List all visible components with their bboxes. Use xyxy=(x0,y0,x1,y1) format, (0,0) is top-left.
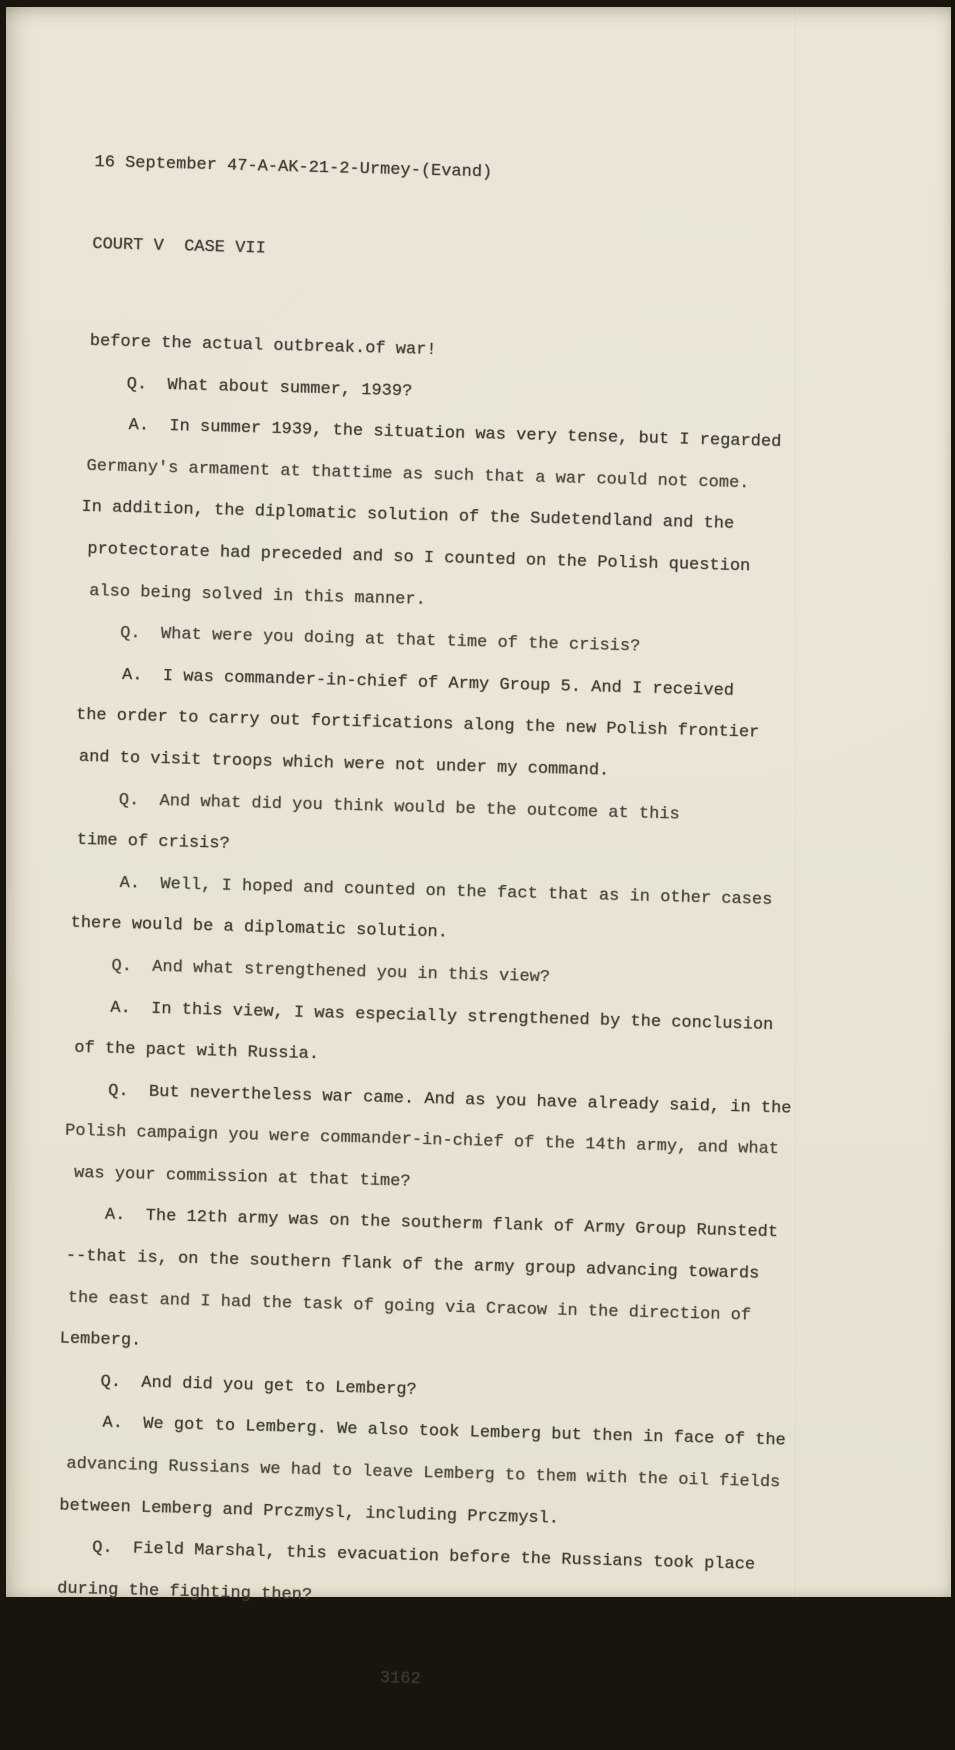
court-case-header: COURT V CASE VII xyxy=(92,234,266,259)
transcript-line: was your commission at that time? xyxy=(73,1163,411,1192)
transcript-line: the east and I had the task of going via Cracow in the direction of xyxy=(67,1288,752,1326)
transcript-body xyxy=(57,321,880,1631)
transcript-line: before the actual outbreak.of war! xyxy=(89,331,437,360)
transcript-line: Q. What about summer, 1939? xyxy=(126,374,413,401)
transcript-line: of the pact with Russia. xyxy=(73,1038,320,1065)
transcript-line: A. The 12th army was on the southerm flank of Army Group Runstedt xyxy=(104,1206,779,1243)
transcript-line: during the fighting then? xyxy=(56,1579,313,1605)
transcript-line: between Lemberg and Prczmysl, including Prczmysl. xyxy=(59,1496,560,1529)
transcript-line: and to visit troops which were not under my command. xyxy=(78,747,610,781)
transcript-line: Q. And did you get to Lemberg? xyxy=(100,1372,417,1400)
transcript-line: --that is, on the southern flank of the army group advancing towards xyxy=(65,1246,760,1284)
transcript-line: In addition, the diplomatic solution of the Sudetendland and the xyxy=(81,498,735,535)
transcript-line: time of crisis? xyxy=(76,830,230,854)
transcript-line: the order to carry out fortifications along the new Polish frontier xyxy=(75,706,760,743)
transcript-line: Q. But nevertheless war came. And as you have already said, in the xyxy=(107,1081,792,1119)
document-page xyxy=(6,7,951,1690)
transcript-line: there would be a diplomatic solution. xyxy=(70,913,449,943)
transcript-line: A. We got to Lemberg. We also took Lemberg but then in face of the xyxy=(102,1414,786,1451)
transcript-line: also being solved in this manner. xyxy=(88,581,427,610)
transcript-line: Germany's armament at thattime as such that a war could not come. xyxy=(86,456,750,494)
transcript-line: Polish campaign you were commander-in-chief of the 14th army, and what xyxy=(64,1121,780,1160)
typewritten-content xyxy=(53,103,885,1750)
transcript-line: Q. And what strengthened you in this view? xyxy=(111,956,551,988)
transcript-line: protectorate had preceded and so I counted on the Polish question xyxy=(87,539,751,577)
transcript-line: Q. What were you doing at that time of the crisis? xyxy=(119,623,641,657)
transcript-line: A. In summer 1939, the situation was very tense, but I regarded xyxy=(128,416,782,453)
transcript-line: A. In this view, I was especially strengthened by the conclusion xyxy=(110,998,774,1035)
transcript-line: A. I was commander-in-chief of Army Group 5. And I received xyxy=(121,665,735,701)
transcript-line: A. Well, I hoped and counted on the fact that as in other cases xyxy=(119,873,773,910)
session-header: 16 September 47-A-AK-21-2-Urmey-(Evand) xyxy=(94,152,493,183)
transcript-line: Q. And what did you think would be the outcome at this xyxy=(118,790,680,825)
transcript-line: Q. Field Marshal, this evacuation before the Russians took place xyxy=(91,1538,756,1575)
transcript-line: advancing Russians we had to leave Lemberg to them with the oil fields xyxy=(66,1454,781,1493)
transcript-line: Lemberg. xyxy=(59,1329,142,1351)
page-number: 3162 xyxy=(379,1669,421,1690)
